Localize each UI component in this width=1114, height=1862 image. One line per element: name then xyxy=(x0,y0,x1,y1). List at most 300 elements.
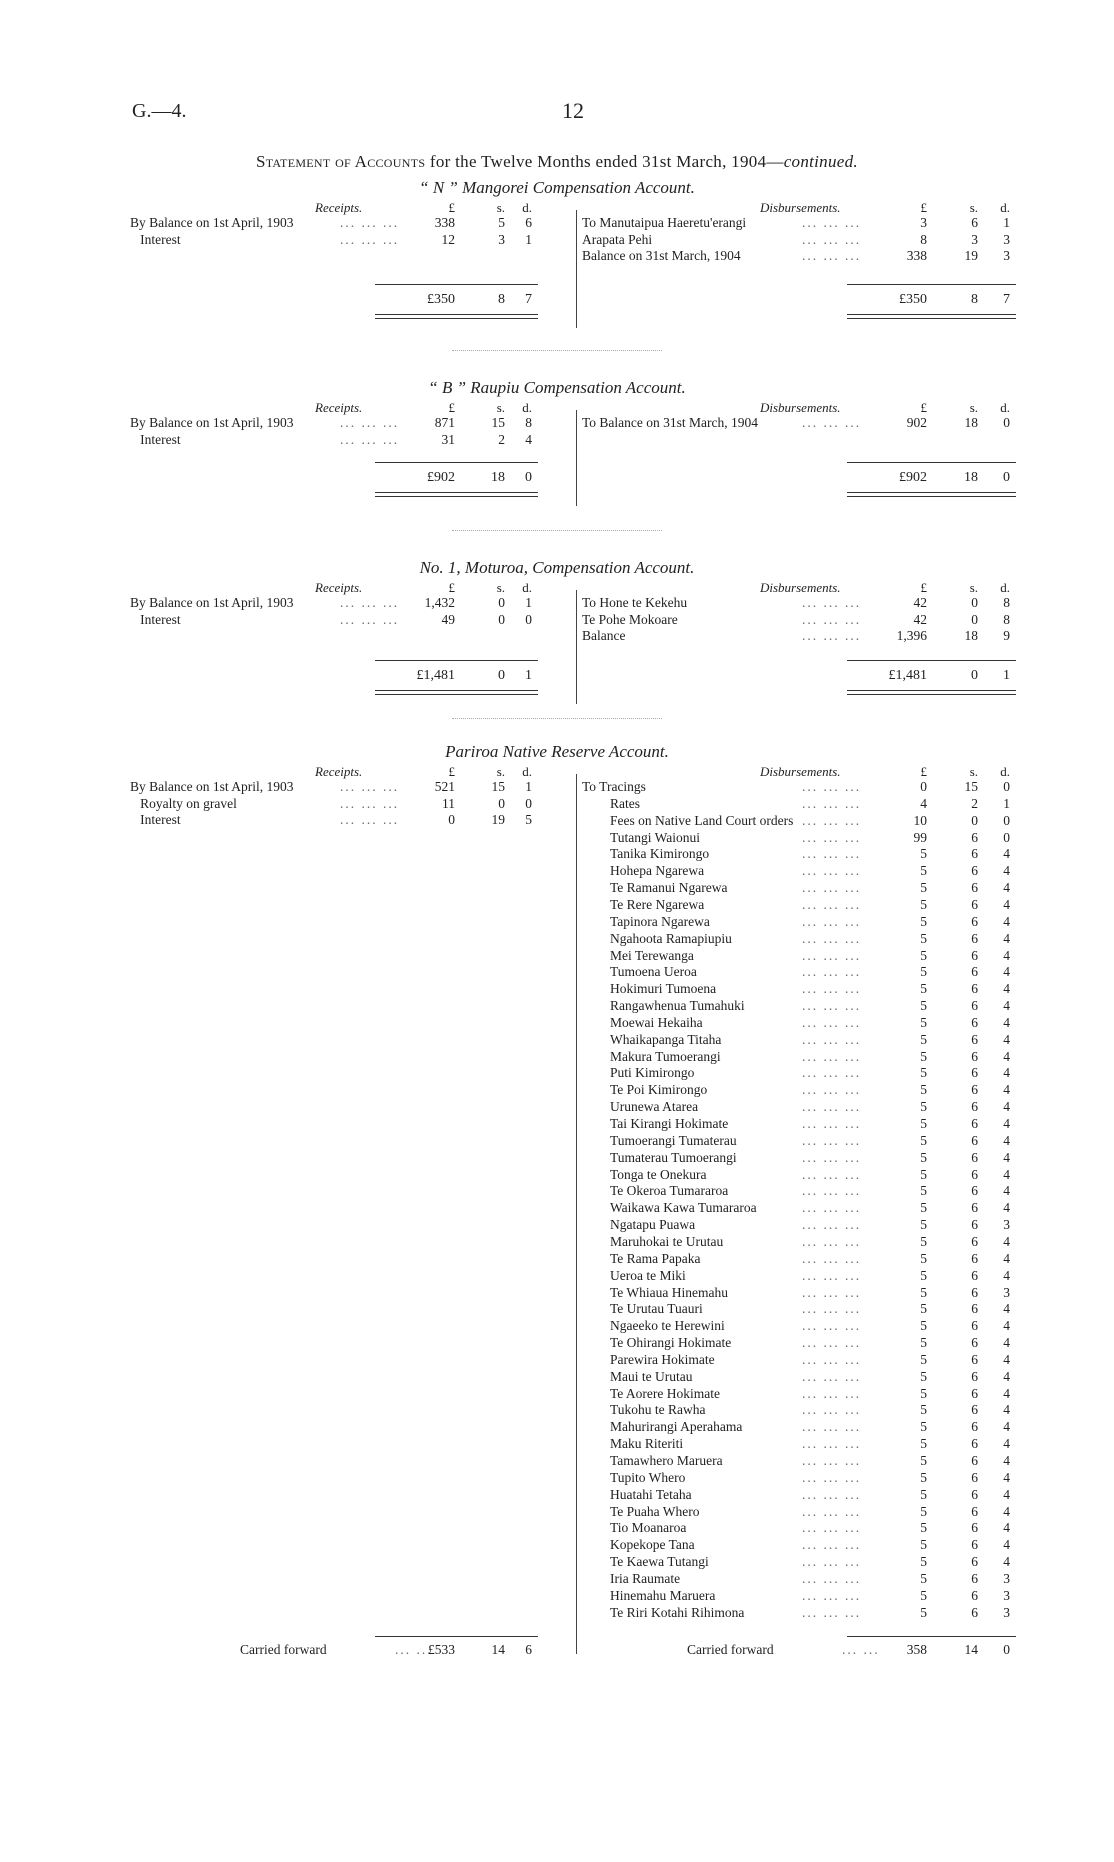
account-3-disbursement-row-label: Te Pohe Mokoare xyxy=(582,611,678,627)
pariroa-disbursement-row-pounds: 5 xyxy=(920,1486,927,1502)
account-1-disbursements-D-head: d. xyxy=(1000,200,1010,215)
account-3-disbursement-row-label: To Hone te Kekehu xyxy=(582,595,688,610)
pariroa-disbursement-row-pounds: 5 xyxy=(920,1402,927,1418)
pariroa-disbursement-row-leader: ... ... ... xyxy=(802,947,862,963)
account-3-disbursements-S-head: s. xyxy=(969,580,978,595)
account-1-disbursements-S-head: s. xyxy=(969,200,978,215)
pariroa-disbursement-row-shillings: 6 xyxy=(971,1116,978,1131)
pariroa-receipts-S-head: s. xyxy=(496,764,505,779)
pariroa-disbursement-row-leader: ... ... ... xyxy=(802,1048,862,1064)
pariroa-disbursement-row-pence: 3 xyxy=(1003,1604,1010,1620)
pariroa-disbursements-carried-forward-label: Carried forward xyxy=(687,1641,774,1657)
account-1-receipts-heading: Receipts. xyxy=(315,200,363,215)
account-3-receipt-row-pounds: 1,432 xyxy=(424,595,455,610)
pariroa-disbursement-row-leader: ... ... ... xyxy=(802,846,862,862)
account-1-disbursement-row-shillings: 19 xyxy=(964,248,978,263)
pariroa-disbursement-row-leader: ... ... ... xyxy=(802,1318,862,1334)
pariroa-disbursement-row-pence: 4 xyxy=(1003,1554,1010,1570)
pariroa-disbursement-row-leader: ... ... ... xyxy=(802,1082,862,1098)
pariroa-disbursement-row-pence: 4 xyxy=(1003,1368,1010,1384)
pariroa-receipt-row-label: Interest xyxy=(130,812,181,827)
pariroa-disbursement-row-leader: ... ... ... xyxy=(802,1385,862,1401)
account-3-disbursements-total-shillings: 0 xyxy=(971,668,978,683)
pariroa-disbursement-row-leader: ... ... ... xyxy=(802,1149,862,1165)
pariroa-disbursement-row-shillings: 6 xyxy=(971,1132,978,1148)
pariroa-disbursement-row-leader: ... ... ... xyxy=(802,1351,862,1367)
pariroa-disbursement-row-pence: 4 xyxy=(1003,1250,1010,1266)
pariroa-disbursement-row-label: Hohepa Ngarewa xyxy=(610,863,705,879)
pariroa-disbursement-row-leader: ... ... ... xyxy=(802,829,862,845)
pariroa-disbursement-row-label: Tai Kirangi Hokimate xyxy=(610,1116,729,1131)
account-3-disbursement-row-shillings: 0 xyxy=(971,595,978,610)
pariroa-disbursement-row-pence: 4 xyxy=(1003,1402,1010,1418)
account-2-disbursements-total-shillings: 18 xyxy=(964,470,978,485)
pariroa-disbursement-row-pence: 4 xyxy=(1003,981,1010,997)
pariroa-disbursement-row-pence: 4 xyxy=(1003,1082,1010,1098)
pariroa-disbursement-row-leader: ... ... ... xyxy=(802,896,862,912)
pariroa-disbursement-row-leader: ... ... ... xyxy=(802,1453,862,1468)
pariroa-disbursement-row-shillings: 6 xyxy=(971,1520,978,1536)
account-3-receipts-total-pounds: £1,481 xyxy=(416,668,455,683)
account-3-disbursements-total-pence: 1 xyxy=(1003,668,1010,683)
account-3-receipt-row-leader: ... ... ... xyxy=(340,595,400,610)
account-2-receipt-row-pence: 4 xyxy=(525,431,532,447)
pariroa-disbursement-row-label: Te Okeroa Tumararoa xyxy=(610,1183,729,1199)
pariroa-disbursement-row-pounds: 5 xyxy=(920,846,927,862)
pariroa-disbursement-row-label: Te Urutau Tuauri xyxy=(610,1301,703,1317)
account-3-disbursement-row-pounds: 1,396 xyxy=(896,628,927,643)
pariroa-disbursement-row-pounds: 5 xyxy=(920,1570,927,1586)
pariroa-disbursement-row-pounds: 5 xyxy=(920,1385,927,1401)
pariroa-disbursement-row-pence: 4 xyxy=(1003,1233,1010,1249)
pariroa-disbursement-row-shillings: 6 xyxy=(971,1486,978,1502)
account-2-column-divider xyxy=(576,410,577,506)
pariroa-receipt-row-shillings: 15 xyxy=(491,779,505,794)
account-2-table xyxy=(130,400,1022,520)
pariroa-disbursement-row-label: Te Ramanui Ngarewa xyxy=(610,880,728,896)
pariroa-disbursement-row-leader: ... ... ... xyxy=(802,1099,862,1115)
pariroa-receipt-row-pounds: 521 xyxy=(434,779,455,794)
pariroa-disbursement-row-shillings: 6 xyxy=(971,1453,978,1468)
pariroa-disbursement-row-pence: 4 xyxy=(1003,964,1010,980)
pariroa-disbursement-row-leader: ... ... ... xyxy=(802,1503,862,1519)
account-2-receipt-row-pounds: 31 xyxy=(441,431,455,447)
pariroa-disbursement-row-pence: 0 xyxy=(1003,812,1010,828)
account-3-disbursements-total-pounds: £1,481 xyxy=(888,668,927,683)
pariroa-disbursement-row-leader: ... ... ... xyxy=(802,930,862,946)
pariroa-disbursement-row-leader: ... ... ... xyxy=(802,779,862,794)
pariroa-disbursement-row-pounds: 5 xyxy=(920,1267,927,1283)
account-1-disbursements-total-rule xyxy=(847,284,1016,285)
pariroa-disbursement-row-pounds: 5 xyxy=(920,1048,927,1064)
pariroa-disbursement-row-shillings: 6 xyxy=(971,1587,978,1603)
pariroa-disbursement-row-label: Tapinora Ngarewa xyxy=(610,913,710,929)
pariroa-disbursement-row-label: Ueroa te Miki xyxy=(610,1267,686,1283)
pariroa-disbursement-row-label: Tumaterau Tumoerangi xyxy=(610,1149,737,1165)
pariroa-disbursement-row-shillings: 6 xyxy=(971,947,978,963)
account-1-receipt-row-label: Interest xyxy=(130,231,181,247)
pariroa-disbursement-row-leader: ... ... ... xyxy=(802,1335,862,1351)
account-1-receipts-total-rule xyxy=(375,284,538,285)
pariroa-disbursement-row-pounds: 5 xyxy=(920,1099,927,1115)
account-3-disbursement-row-pounds: 42 xyxy=(913,595,927,610)
pariroa-disbursement-row-label: Ngahoota Ramapiupiu xyxy=(610,930,732,946)
pariroa-disbursement-row-pence: 4 xyxy=(1003,880,1010,896)
pariroa-disbursement-row-pounds: 5 xyxy=(920,1132,927,1148)
pariroa-disbursement-row-leader: ... ... ... xyxy=(802,863,862,879)
pariroa-disbursement-row-pounds: 5 xyxy=(920,1284,927,1300)
pariroa-disbursement-row-shillings: 6 xyxy=(971,1570,978,1586)
account-3-disbursement-row-shillings: 18 xyxy=(964,628,978,643)
account-1-column-divider xyxy=(576,210,577,328)
pariroa-disbursement-row-pence: 4 xyxy=(1003,1099,1010,1115)
pariroa-disbursement-row-shillings: 6 xyxy=(971,846,978,862)
pariroa-disbursement-row-leader: ... ... ... xyxy=(802,964,862,980)
pariroa-disbursement-row-label: Tumoerangi Tumaterau xyxy=(610,1132,737,1148)
account-2-separator xyxy=(452,530,662,531)
pariroa-disbursement-row-pounds: 99 xyxy=(913,829,927,845)
account-1-receipts-S-head: s. xyxy=(496,200,505,215)
pariroa-disbursement-row-shillings: 6 xyxy=(971,1031,978,1047)
pariroa-receipt-row-pounds: 11 xyxy=(442,795,455,811)
pariroa-disbursement-row-shillings: 6 xyxy=(971,1183,978,1199)
pariroa-disbursement-row-leader: ... ... ... xyxy=(802,1587,862,1603)
pariroa-disbursement-row-shillings: 6 xyxy=(971,1082,978,1098)
pariroa-disbursement-row-shillings: 6 xyxy=(971,913,978,929)
pariroa-disbursement-row-pence: 4 xyxy=(1003,947,1010,963)
account-3-receipts-total-rule xyxy=(375,660,538,661)
pariroa-disbursement-row-pounds: 5 xyxy=(920,1453,927,1468)
pariroa-disbursement-row-shillings: 6 xyxy=(971,1318,978,1334)
account-2-disbursements-total-rule xyxy=(847,462,1016,463)
account-3-column-divider xyxy=(576,590,577,704)
account-2-receipt-row-pence: 8 xyxy=(525,415,532,430)
account-2-disbursements-total-pence: 0 xyxy=(1003,470,1010,485)
pariroa-disbursement-row-leader: ... ... ... xyxy=(802,1200,862,1216)
pariroa-disbursement-row-leader: ... ... ... xyxy=(802,1368,862,1384)
account-2-receipts-total-rule xyxy=(375,462,538,463)
pariroa-disbursement-row-label: Tonga te Onekura xyxy=(610,1166,707,1182)
account-1-title: “ N ” Mangorei Compensation Account. xyxy=(419,178,695,197)
pariroa-disbursement-row-pounds: 5 xyxy=(920,1183,927,1199)
account-1-disbursement-row-pence: 3 xyxy=(1003,248,1010,263)
pariroa-disbursement-row-pence: 4 xyxy=(1003,930,1010,946)
pariroa-disbursements-heading: Disbursements. xyxy=(760,764,841,779)
account-1-receipts-D-head: d. xyxy=(522,200,532,215)
account-3-disbursement-row-leader: ... ... ... xyxy=(802,611,862,627)
pariroa-disbursement-row-label: Kopekope Tana xyxy=(610,1537,695,1553)
pariroa-disbursement-row-pence: 4 xyxy=(1003,1385,1010,1401)
pariroa-disbursement-row-pence: 4 xyxy=(1003,1419,1010,1435)
pariroa-disbursement-row-pounds: 5 xyxy=(920,1469,927,1485)
pariroa-disbursement-row-label: Hokimuri Tumoena xyxy=(610,981,717,997)
pariroa-disbursement-row-pounds: 5 xyxy=(920,1419,927,1435)
pariroa-receipt-row-leader: ... ... ... xyxy=(340,812,400,827)
pariroa-disbursement-row-pence: 4 xyxy=(1003,1537,1010,1553)
pariroa-disbursement-row-leader: ... ... ... xyxy=(802,1419,862,1435)
account-3-disbursements-L-head: £ xyxy=(920,580,927,595)
account-2-disbursement-row-shillings: 18 xyxy=(964,415,978,430)
pariroa-disbursement-row-label: Maui te Urutau xyxy=(610,1368,693,1384)
account-2-disbursements-D-head: d. xyxy=(1000,400,1010,415)
pariroa-receipts-heading: Receipts. xyxy=(315,764,363,779)
pariroa-disbursement-row-label: Te Rere Ngarewa xyxy=(610,896,705,912)
pariroa-disbursement-row-pence: 4 xyxy=(1003,846,1010,862)
pariroa-disbursement-row-pence: 4 xyxy=(1003,1183,1010,1199)
pariroa-disbursement-row-shillings: 6 xyxy=(971,1402,978,1418)
pariroa-receipt-row-pence: 0 xyxy=(525,795,532,811)
pariroa-disbursement-row-label: Mei Terewanga xyxy=(610,947,694,963)
pariroa-disbursement-row-pence: 4 xyxy=(1003,1318,1010,1334)
account-2-receipts-S-head: s. xyxy=(496,400,505,415)
account-1-disbursement-row-pounds: 8 xyxy=(920,231,927,247)
pariroa-disbursement-row-leader: ... ... ... xyxy=(802,1217,862,1233)
account-3-table xyxy=(130,580,1022,700)
pariroa-disbursement-row-pence: 3 xyxy=(1003,1284,1010,1300)
account-3-receipt-row-pence: 0 xyxy=(525,611,532,627)
account-1-disbursement-row-label: Balance on 31st March, 1904 xyxy=(582,248,741,263)
pariroa-disbursement-row-label: Tanika Kimirongo xyxy=(610,846,710,862)
account-1-disbursements-heading: Disbursements. xyxy=(760,200,841,215)
account-3-receipts-D-head: d. xyxy=(522,580,532,595)
pariroa-disbursement-row-pence: 0 xyxy=(1003,829,1010,845)
pariroa-disbursement-row-label: Whaikapanga Titaha xyxy=(610,1031,722,1047)
account-2-receipt-row-leader: ... ... ... xyxy=(340,415,400,430)
pariroa-disbursement-row-label: Tupito Whero xyxy=(610,1469,686,1485)
pariroa-disbursement-row-leader: ... ... ... xyxy=(802,1065,862,1081)
pariroa-disbursement-row-pounds: 5 xyxy=(920,1318,927,1334)
account-2-receipt-row-label: By Balance on 1st April, 1903 xyxy=(130,415,294,430)
pariroa-disbursement-row-leader: ... ... ... xyxy=(802,795,862,811)
account-1-disbursement-row-pence: 3 xyxy=(1003,231,1010,247)
account-1-disbursement-row-pounds: 3 xyxy=(920,215,927,230)
pariroa-receipts-carried-forward-shillings: 14 xyxy=(491,1641,505,1657)
pariroa-disbursement-row-shillings: 6 xyxy=(971,964,978,980)
pariroa-disbursement-row-shillings: 6 xyxy=(971,1166,978,1182)
pariroa-receipt-row-shillings: 19 xyxy=(491,812,505,827)
pariroa-receipts-D-head: d. xyxy=(522,764,532,779)
pariroa-disbursement-row-label: Huatahi Tetaha xyxy=(610,1486,692,1502)
pariroa-disbursement-row-pence: 4 xyxy=(1003,896,1010,912)
account-1-receipt-row-pounds: 12 xyxy=(441,231,455,247)
account-1-disbursement-row-shillings: 6 xyxy=(971,215,978,230)
pariroa-disbursement-row-pounds: 5 xyxy=(920,1537,927,1553)
pariroa-disbursement-row-leader: ... ... ... xyxy=(802,1301,862,1317)
account-2-receipts-total-pounds: £902 xyxy=(427,470,455,485)
account-1-separator xyxy=(452,350,662,351)
document-reference: G.—4. xyxy=(132,100,187,122)
pariroa-disbursement-row-pounds: 5 xyxy=(920,1554,927,1570)
account-2-disbursements-S-head: s. xyxy=(969,400,978,415)
account-2-title: “ B ” Raupiu Compensation Account. xyxy=(428,378,686,397)
pariroa-disbursement-row-pence: 4 xyxy=(1003,1200,1010,1216)
pariroa-disbursement-row-pence: 4 xyxy=(1003,1436,1010,1452)
pariroa-disbursement-row-pence: 4 xyxy=(1003,998,1010,1014)
pariroa-disbursement-row-label: Te Kaewa Tutangi xyxy=(610,1554,709,1570)
account-1-disbursement-row-leader: ... ... ... xyxy=(802,215,862,230)
pariroa-disbursement-row-pounds: 5 xyxy=(920,1200,927,1216)
account-2-receipts-L-head: £ xyxy=(448,400,455,415)
pariroa-receipts-carried-forward-pence: 6 xyxy=(525,1641,532,1657)
account-3-receipts-total-pence: 1 xyxy=(525,668,532,683)
pariroa-disbursement-row-pence: 0 xyxy=(1003,779,1010,794)
pariroa-disbursement-row-shillings: 6 xyxy=(971,1419,978,1435)
pariroa-disbursement-row-label: Te Puaha Whero xyxy=(610,1503,700,1519)
account-3-disbursement-row-label: Balance xyxy=(582,628,626,643)
account-2-receipt-row-leader: ... ... ... xyxy=(340,431,400,447)
pariroa-receipts-carried-forward-pounds: £533 xyxy=(428,1641,455,1657)
pariroa-disbursement-row-pence: 4 xyxy=(1003,1520,1010,1536)
pariroa-disbursement-row-label: Maku Riteriti xyxy=(610,1436,684,1452)
pariroa-disbursement-row-leader: ... ... ... xyxy=(802,1554,862,1570)
pariroa-disbursement-row-label: Te Aorere Hokimate xyxy=(610,1385,721,1401)
pariroa-disbursement-row-shillings: 6 xyxy=(971,1233,978,1249)
pariroa-disbursements-carried-forward-leader: ... ... xyxy=(842,1641,880,1657)
pariroa-table xyxy=(130,764,1022,1684)
account-3-receipts-heading: Receipts. xyxy=(315,580,363,595)
account-3-disbursement-row-pounds: 42 xyxy=(913,611,927,627)
pariroa-disbursement-row-label: Hinemahu Maruera xyxy=(610,1587,716,1603)
pariroa-disbursement-row-label: Ngaeeko te Herewini xyxy=(610,1318,725,1334)
account-2-receipt-row-shillings: 2 xyxy=(498,431,505,447)
pariroa-disbursement-row-pounds: 5 xyxy=(920,1031,927,1047)
pariroa-disbursement-row-label: Te Ohirangi Hokimate xyxy=(610,1335,732,1351)
account-3-receipt-row-shillings: 0 xyxy=(498,611,505,627)
pariroa-receipt-row-leader: ... ... ... xyxy=(340,779,400,794)
pariroa-disbursements-carried-forward-pounds: 358 xyxy=(906,1641,927,1657)
pariroa-disbursement-row-pence: 4 xyxy=(1003,1166,1010,1182)
pariroa-disbursements-carried-forward-shillings: 14 xyxy=(964,1641,978,1657)
pariroa-disbursement-row-shillings: 6 xyxy=(971,1385,978,1401)
pariroa-disbursement-row-pence: 4 xyxy=(1003,1048,1010,1064)
pariroa-receipts-L-head: £ xyxy=(448,764,455,779)
account-1-disbursement-row-pounds: 338 xyxy=(906,248,927,263)
pariroa-disbursement-row-pounds: 5 xyxy=(920,913,927,929)
pariroa-disbursement-row-label: Tutangi Waionui xyxy=(610,829,701,845)
account-3-disbursement-row-shillings: 0 xyxy=(971,611,978,627)
pariroa-disbursements-D-head: d. xyxy=(1000,764,1010,779)
pariroa-disbursements-L-head: £ xyxy=(920,764,927,779)
pariroa-disbursement-row-label: Rates xyxy=(610,795,640,811)
pariroa-disbursements-rule xyxy=(847,1636,1016,1637)
account-3-receipts-total-double-rule xyxy=(375,690,538,695)
pariroa-disbursement-row-label: Mahurirangi Aperahama xyxy=(610,1419,743,1435)
account-3-receipt-row-shillings: 0 xyxy=(498,595,505,610)
pariroa-receipt-row-pence: 5 xyxy=(525,812,532,827)
pariroa-disbursement-row-pence: 4 xyxy=(1003,1335,1010,1351)
pariroa-disbursement-row-label: To Tracings xyxy=(582,779,646,794)
pariroa-disbursement-row-label: Rangawhenua Tumahuki xyxy=(610,998,745,1014)
pariroa-disbursement-row-leader: ... ... ... xyxy=(802,998,862,1014)
pariroa-disbursement-row-leader: ... ... ... xyxy=(802,913,862,929)
pariroa-disbursement-row-shillings: 6 xyxy=(971,1284,978,1300)
pariroa-disbursement-row-pounds: 5 xyxy=(920,1217,927,1233)
pariroa-disbursement-row-pounds: 5 xyxy=(920,863,927,879)
account-1-receipts-total-pounds: £350 xyxy=(427,292,455,307)
pariroa-disbursements-carried-forward-pence: 0 xyxy=(1003,1641,1010,1657)
pariroa-disbursement-row-shillings: 0 xyxy=(971,812,978,828)
pariroa-disbursement-row-shillings: 6 xyxy=(971,1149,978,1165)
pariroa-disbursement-row-label: Te Poi Kimirongo xyxy=(610,1082,708,1098)
statement-title xyxy=(0,152,1114,172)
statement-title-suffix: continued. xyxy=(783,152,858,171)
pariroa-disbursement-row-pounds: 5 xyxy=(920,930,927,946)
pariroa-disbursement-row-label: Maruhokai te Urutau xyxy=(610,1233,724,1249)
pariroa-disbursement-row-pounds: 5 xyxy=(920,1351,927,1367)
pariroa-receipts-carried-forward-leader: ... ... xyxy=(395,1641,433,1657)
pariroa-disbursement-row-pounds: 5 xyxy=(920,1149,927,1165)
pariroa-disbursement-row-shillings: 6 xyxy=(971,1099,978,1115)
account-3-disbursement-row-leader: ... ... ... xyxy=(802,595,862,610)
pariroa-disbursement-row-pence: 4 xyxy=(1003,1503,1010,1519)
account-2-disbursements-total-double-rule xyxy=(847,492,1016,497)
pariroa-disbursement-row-label: Te Whiaua Hinemahu xyxy=(610,1284,729,1300)
account-1-receipt-row-shillings: 3 xyxy=(498,231,505,247)
pariroa-disbursement-row-label: Tukohu te Rawha xyxy=(610,1402,706,1418)
pariroa-disbursement-row-pounds: 5 xyxy=(920,1587,927,1603)
account-1-receipt-row-pence: 1 xyxy=(525,231,532,247)
pariroa-disbursement-row-pounds: 5 xyxy=(920,1436,927,1452)
account-2-receipts-heading: Receipts. xyxy=(315,400,363,415)
pariroa-disbursement-row-pence: 4 xyxy=(1003,1116,1010,1131)
pariroa-receipt-row-label: By Balance on 1st April, 1903 xyxy=(130,779,294,794)
pariroa-disbursement-row-pence: 4 xyxy=(1003,1014,1010,1030)
pariroa-disbursement-row-pence: 4 xyxy=(1003,1351,1010,1367)
pariroa-disbursement-row-leader: ... ... ... xyxy=(802,1132,862,1148)
pariroa-disbursement-row-pounds: 5 xyxy=(920,1166,927,1182)
account-1-disbursements-L-head: £ xyxy=(920,200,927,215)
account-3-receipts-S-head: s. xyxy=(496,580,505,595)
account-2-receipts-total-pence: 0 xyxy=(525,470,532,485)
account-3-disbursements-D-head: d. xyxy=(1000,580,1010,595)
pariroa-receipt-row-shillings: 0 xyxy=(498,795,505,811)
account-3-disbursement-row-pence: 9 xyxy=(1003,628,1010,643)
account-1-disbursements-total-shillings: 8 xyxy=(971,292,978,307)
pariroa-disbursement-row-leader: ... ... ... xyxy=(802,1486,862,1502)
pariroa-disbursement-row-pence: 4 xyxy=(1003,913,1010,929)
pariroa-disbursements-carried-forward xyxy=(130,1642,1022,1659)
account-3-disbursement-row-pence: 8 xyxy=(1003,611,1010,627)
pariroa-disbursement-row-shillings: 6 xyxy=(971,1065,978,1081)
pariroa-disbursement-row-pounds: 5 xyxy=(920,998,927,1014)
pariroa-disbursement-row-pence: 4 xyxy=(1003,1065,1010,1081)
pariroa-disbursement-row-shillings: 2 xyxy=(971,795,978,811)
pariroa-disbursement-row-leader: ... ... ... xyxy=(802,1570,862,1586)
account-1-disbursement-row-label: To Manutaipua Haeretu'erangi xyxy=(582,215,747,230)
pariroa-disbursement-row-pounds: 5 xyxy=(920,1368,927,1384)
pariroa-disbursement-row-leader: ... ... ... xyxy=(802,1014,862,1030)
account-3-receipt-row-leader: ... ... ... xyxy=(340,611,400,627)
pariroa-disbursement-row-label: Ngatapu Puawa xyxy=(610,1217,696,1233)
pariroa-disbursement-row-pence: 1 xyxy=(1003,795,1010,811)
account-2-disbursement-row-label: To Balance on 31st March, 1904 xyxy=(582,415,759,430)
account-1-disbursement-row-leader: ... ... ... xyxy=(802,248,862,263)
pariroa-disbursement-row-leader: ... ... ... xyxy=(802,1604,862,1620)
pariroa-column-divider xyxy=(576,774,577,1654)
pariroa-disbursement-row-label: Makura Tumoerangi xyxy=(610,1048,721,1064)
account-3-receipt-row-label: By Balance on 1st April, 1903 xyxy=(130,595,294,610)
pariroa-disbursement-row-pounds: 5 xyxy=(920,964,927,980)
pariroa-disbursement-row-leader: ... ... ... xyxy=(802,1116,862,1131)
pariroa-disbursement-row-leader: ... ... ... xyxy=(802,1031,862,1047)
account-3-disbursement-row-pence: 8 xyxy=(1003,595,1010,610)
account-1-receipt-row-leader: ... ... ... xyxy=(340,215,400,230)
pariroa-disbursement-row-shillings: 6 xyxy=(971,863,978,879)
account-2-receipts-total-shillings: 18 xyxy=(491,470,505,485)
pariroa-disbursement-row-pounds: 5 xyxy=(920,1233,927,1249)
pariroa-disbursement-row-label: Iria Raumate xyxy=(610,1570,681,1586)
pariroa-disbursement-row-pounds: 5 xyxy=(920,1604,927,1620)
